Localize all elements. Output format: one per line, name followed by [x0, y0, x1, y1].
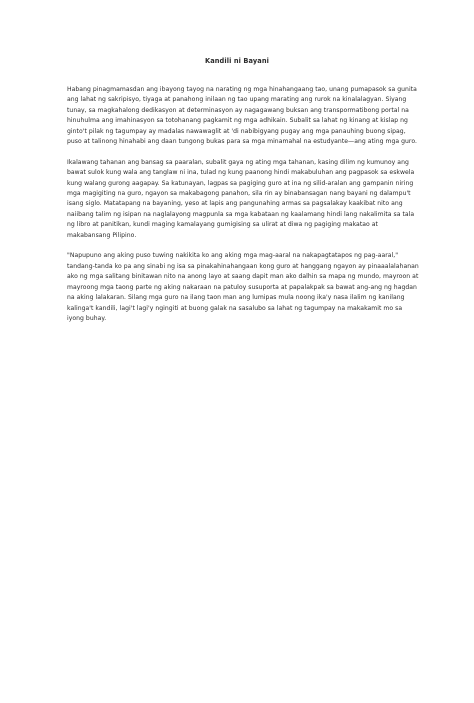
- document-title: Kandili ni Bayani: [205, 57, 269, 65]
- paragraph-3: "Napupuno ang aking puso tuwing nakikita ko ang aking mga mag-aaral na nakapagtatapos ng pag-aaral," tandang-tanda ko pa ang sinabi ng isa sa pinakahinahangaan kong guro at hanggang ngayon ay pinaaalalahanan ako ng mga salitang binitawan nito na anong layo at saang dapit man ako dalhin sa mapa ng mundo, mayroon at mayroong mga taong parte ng aking nakaraan na patuloy susuporta at papalakpak sa bawat ang-ang ng hagdan na aking lalakaran. Silang mga guro na ilang taon man ang lumipas mula noong ika'y nasa ilalim ng kanilang kalinga't kandili, lagi't lagi'y ngingiti at buong galak na sasalubo sa lahat ng tagumpay na makakamit mo sa iyong buhay.: [67, 252, 419, 322]
- paragraph-1: Habang pinagmamasdan ang ibayong tayog na narating ng mga hinahangaang tao, unang pumapasok sa gunita ang lahat ng sakripisyo, tiyaga at panahong inilaan ng tao upang marating ang rurok na kinalalagyan. Siyang tunay, sa magkahalong dedikasyon at determinasyon ay nagagawang buksan ang transpormatibong portal na hinuhulma ang imahinasyon sa totohanang pagkamit ng mga adhikain. Subalit sa lahat ng kinang at kislap ng ginto't pilak ng tagumpay ay madalas nawawaglit at 'di nabibigyang pugay ang mga panauhing buong sipag, puso at talinong hinahabi ang daan tungong bukas para sa mga minamahal na estudyante—ang ating mga guro.: [67, 86, 417, 146]
- document-body: [67, 85, 419, 335]
- paragraph-2: Ikalawang tahanan ang bansag sa paaralan, subalit gaya ng ating mga tahanan, kasing dilim ng kumunoy ang bawat sulok kung wala ang tanglaw ni ina, tulad ng kung paanong hindi makabuluhan ang pagpasok sa eskwela kung walang gurong aagapay. Sa katunayan, lagpas sa pagiging guro at ina ng silid-aralan ang gampanin niring mga magigiting na guro, ngayon sa makabagong panahon, sila rin ay binabansagan nang bayani ng dalampu't isang siglo. Matatapang na bayaning, yeso at lapis ang pangunahing armas sa pagsalakay kaakibat nito ang naiibang talim ng isipan na naglalayong magpunla sa mga kabataan ng kaalamang hindi lang nakalimita sa tala ng libro at panitikan, kundi maging kamalayang gumigising sa ulirat at diwa ng pagiging makatao at makabansang Pilipino.: [67, 158, 415, 239]
